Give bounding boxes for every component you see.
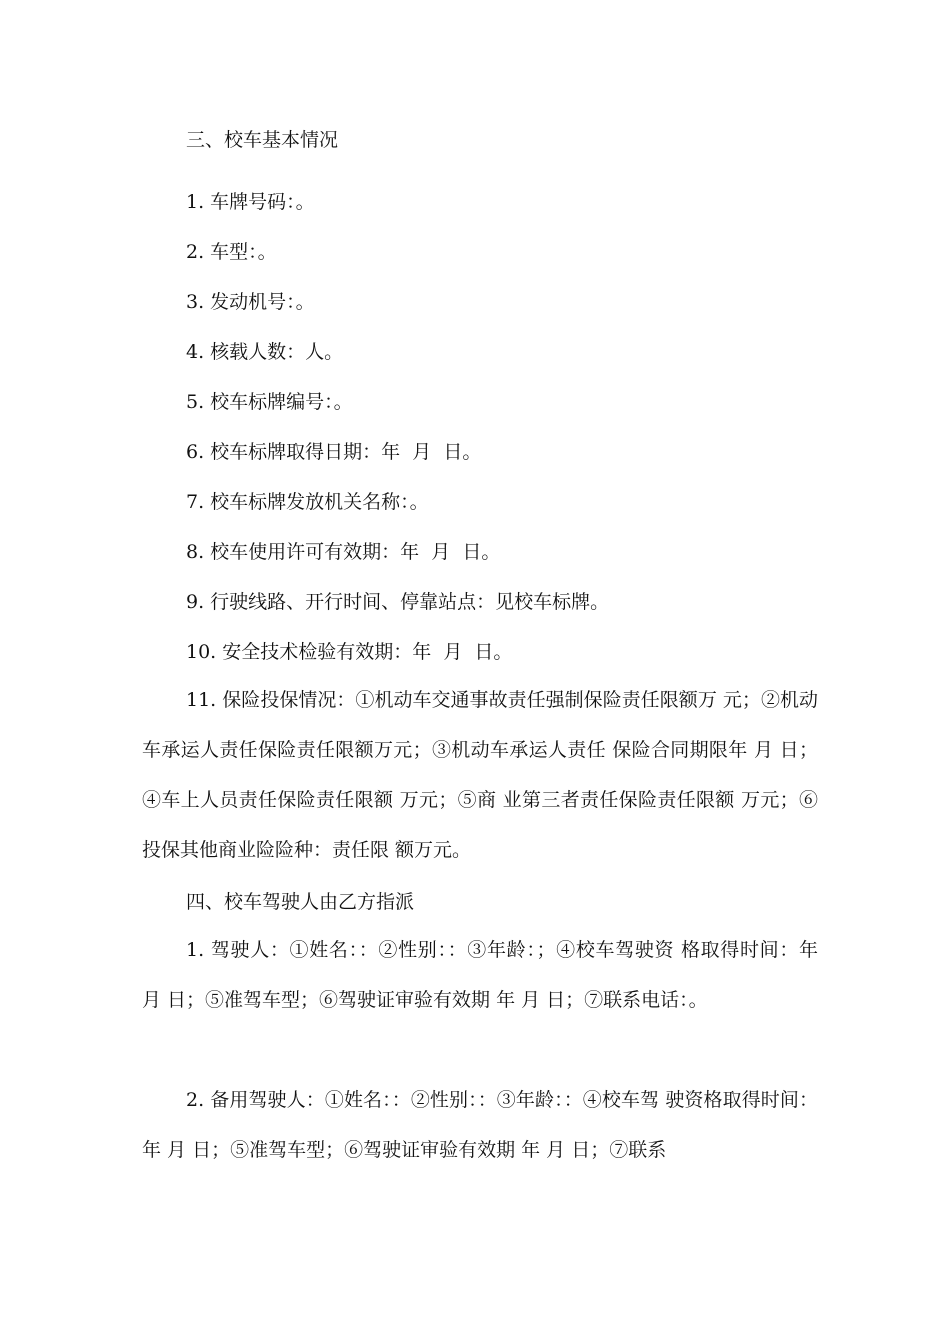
list-item-sign-authority: 7. 校车标牌发放机关名称：。 — [186, 491, 429, 513]
list-item-vehicle-model: 2. 车型：。 — [186, 241, 277, 263]
list-item-route-info: 9. 行驶线路、开行时间、停靠站点：见校车标牌。 — [186, 591, 610, 613]
paragraph-backup-driver: 2. 备用驾驶人：①姓名：：②性别：：③年龄：：④校车驾 驶资格取得时间：年 月 日；⑤准驾车型；⑥驾驶证审验有效期 年 月 日；⑦联系 — [142, 1089, 818, 1161]
section-heading-driver: 四、校车驾驶人由乙方指派 — [186, 891, 415, 913]
list-item-sign-date: 6. 校车标牌取得日期：年 月 日。 — [186, 441, 482, 463]
list-item-plate-number: 1. 车牌号码：。 — [186, 191, 315, 213]
list-item-sign-number: 5. 校车标牌编号：。 — [186, 391, 353, 413]
list-item-inspection-validity: 10. 安全技术检验有效期：年 月 日。 — [186, 641, 513, 663]
section-heading-vehicle-info: 三、校车基本情况 — [186, 129, 339, 151]
paragraph-driver: 1. 驾驶人：①姓名：：②性别：：③年龄：；④校车驾驶资 格取得时间：年 月 日；⑤准驾车型；⑥驾驶证审验有效期 年 月 日；⑦联系电话：。 — [142, 939, 818, 1011]
list-item-engine-number: 3. 发动机号：。 — [186, 291, 315, 313]
paragraph-insurance: 11. 保险投保情况：①机动车交通事故责任强制保险责任限额万 元；②机动车承运人责任保险责任限额万元；③机动车承运人责任 保险合同期限年 月 日；④车上人员责任保险责任限额 万元；⑤商 业第三者责任保险责任限额 万元；⑥投保其他商业险险种：责任限 额万元。 — [142, 689, 818, 861]
list-item-capacity: 4. 核载人数：人。 — [186, 341, 344, 363]
list-item-permit-validity: 8. 校车使用许可有效期：年 月 日。 — [186, 541, 501, 563]
